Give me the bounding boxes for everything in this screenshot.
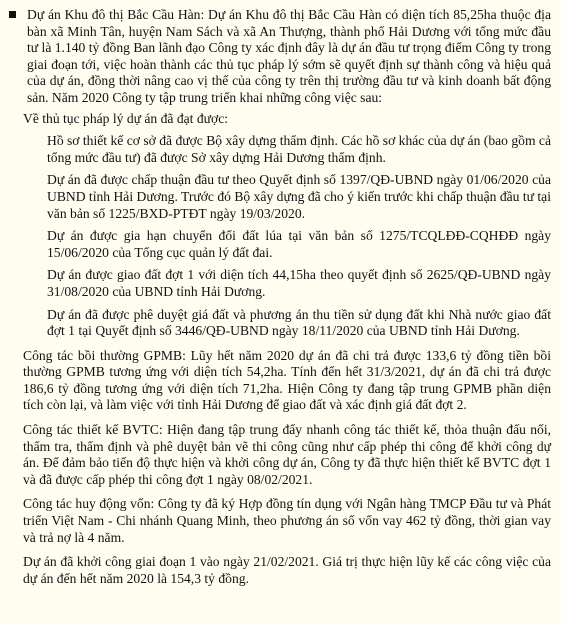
- legal-item-2: Dự án đã được chấp thuận đầu tư theo Quyết định số 1397/QĐ-UBND ngày 01/06/2020 của UBND tỉnh Hải Dương. Trước đó Bộ xây dựng đã cho ý kiến trước khi chấp thuận đầu tư tại văn bản số 1225/BXD-PTĐT ngày 19/03/2020.: [47, 172, 551, 221]
- legal-item-5: Dự án đã được phê duyệt giá đất và phương án thu tiền sử dụng đất khi Nhà nước giao đất đợt 1 tại Quyết định số 3446/QĐ-UBND ngày 18/11/2020 của UBND tỉnh Hải Dương.: [47, 306, 551, 339]
- start-paragraph: Dự án đã khởi công giai đoạn 1 vào ngày 21/02/2021. Giá trị thực hiện lũy kế các công việc của dự án đến hết năm 2020 là 154,3 tỷ đồng.: [23, 554, 551, 586]
- capital-paragraph: Công tác huy động vốn: Công ty đã ký Hợp đồng tín dụng với Ngân hàng TMCP Đầu tư và Phát triển Việt Nam - Chi nhánh Quang Minh, theo phương án số vốn vay 462 tỷ đồng, thời gian vay và trả nợ là 4 năm.: [23, 496, 551, 545]
- legal-item-4: Dự án được giao đất đợt 1 với diện tích 44,15ha theo quyết định số 2625/QĐ-UBND ngày 31/08/2020 của UBND tỉnh Hải Dương.: [47, 267, 551, 299]
- legal-item-1: Hồ sơ thiết kế cơ sở đã được Bộ xây dựng thẩm định. Các hồ sơ khác của dự án (bao gồm cả tổng mức đầu tư) đã được Sở xây dựng Hải Dương thẩm định.: [47, 133, 551, 165]
- legal-heading: Về thủ tục pháp lý dự án đã đạt được:: [23, 110, 229, 126]
- square-bullet-icon: [9, 11, 16, 18]
- design-paragraph: Công tác thiết kế BVTC: Hiện đang tập trung đẩy nhanh công tác thiết kế, thỏa thuận đấu nối, thẩm tra, thẩm định và phê duyệt bản vẽ thi công cũng như cấp phép thi công để khởi công dự án. Để đảm bảo tiến độ thực hiện và khởi công dự án, Công ty đã thực hiện thiết kế BVTC đợt 1 và đã được cấp phép thi công đợt 1 ngày 08/02/2021.: [23, 422, 551, 487]
- intro-text: Dự án Khu đô thị Bắc Cầu Hàn: Dự án Khu đô thị Bắc Cầu Hàn có diện tích 85,25ha thuộc địa bàn xã Minh Tân, huyện Nam Sách và xã An Thượng, thành phố Hải Dương với tổng mức đầu tư là 1.140 tỷ đồng Ban lãnh đạo Công ty xác định đây là dự án đầu tư trọng điểm Công ty trong giai đoạn tới, việc hoàn thành các thủ tục pháp lý sớm sẽ quyết định sự thành công và hiệu quả của dự án, đồng thời nâng cao vị thế của công ty trên thị trường đầu tư và kinh doanh bất động sản. Năm 2020 Công ty tập trung triển khai những công việc sau:: [27, 7, 551, 105]
- intro-paragraph: [0, 7, 551, 107]
- legal-item-3: Dự án được gia hạn chuyển đổi đất lúa tại văn bản số 1275/TCQLĐĐ-CQHĐĐ ngày 15/06/2020 của Tổng cục quản lý đất đai.: [47, 228, 551, 260]
- compensation-paragraph: Công tác bồi thường GPMB: Lũy hết năm 2020 dự án đã chi trả được 133,6 tỷ đồng tiền bồi thường GPMB tương ứng với diện tích 54,2ha. Tính đến hết 31/3/2021, dự án đã chi trả được 186,6 tỷ đồng tương ứng với diện tích 71,2ha. Hiện Công ty đang tập trung GPMB phần diện tích còn lại, và làm việc với tỉnh Hải Dương để giao đất và xác định giá đất đợt 2.: [23, 347, 551, 413]
